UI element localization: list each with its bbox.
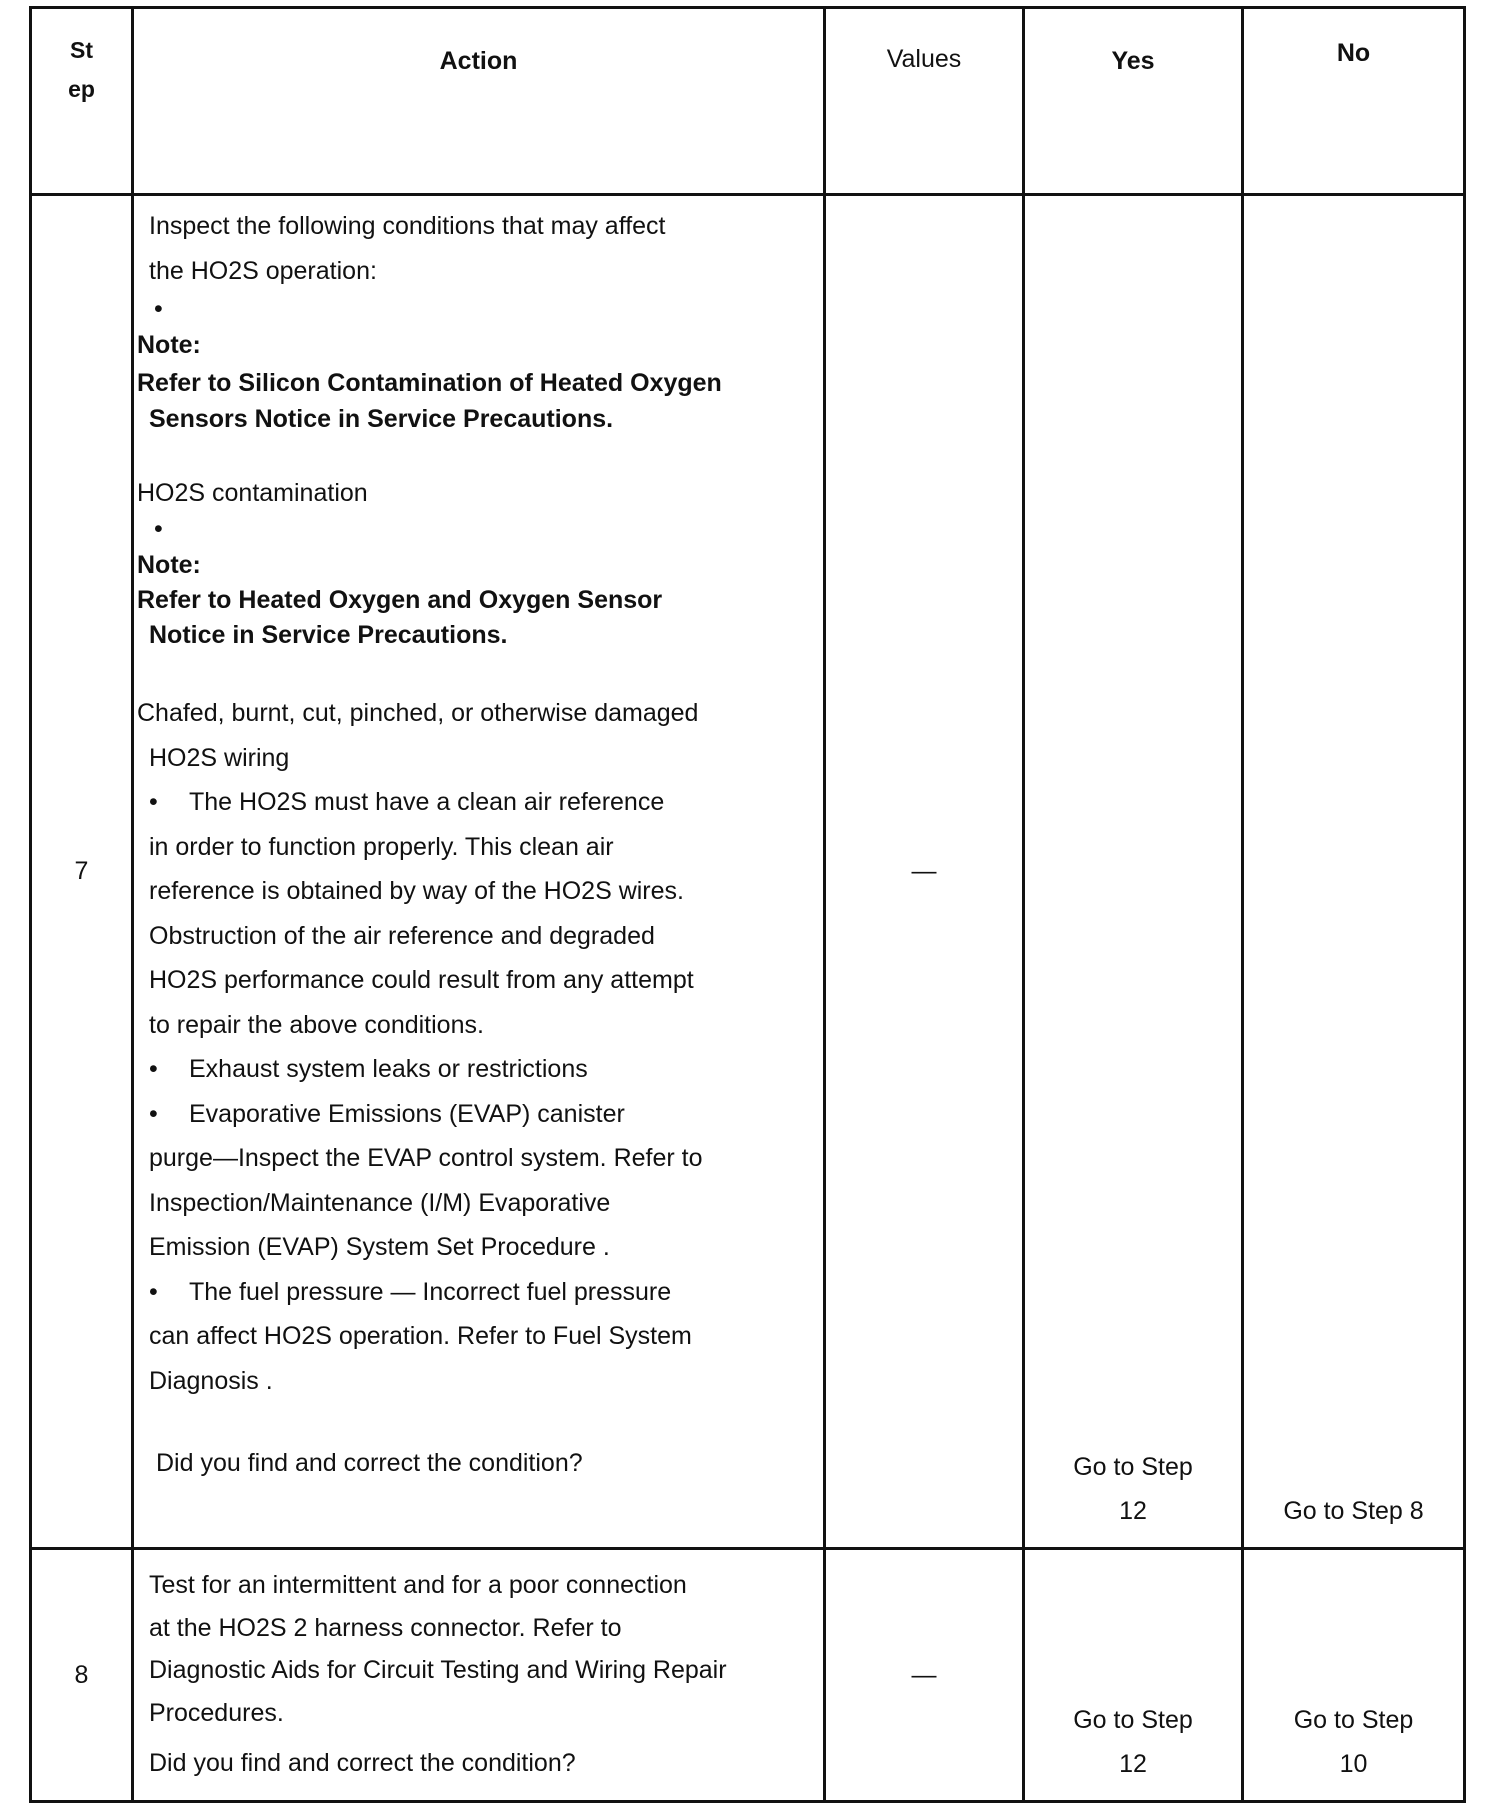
bullet-text: Obstruction of the air reference and degraded <box>149 921 655 950</box>
yes-step: 12 <box>1119 1497 1147 1525</box>
bullet-marker: • <box>154 515 163 543</box>
header-step-line2: ep <box>68 76 95 102</box>
condition-text: Chafed, burnt, cut, pinched, or otherwise damaged <box>137 699 699 727</box>
question-text: Did you find and correct the condition? <box>149 1749 576 1777</box>
bullet-text: in order to function properly. This clean air <box>149 832 614 861</box>
bullet-text: purge—Inspect the EVAP control system. Refer to <box>149 1144 703 1172</box>
values-cell: — <box>825 195 1024 1549</box>
yes-text: Go to Step <box>1073 1706 1193 1734</box>
note-text: Notice in Service Precautions. <box>149 621 508 649</box>
bullet-text: Emission (EVAP) System Set Procedure . <box>149 1233 610 1261</box>
bullet-marker: • <box>149 788 158 816</box>
yes-step: 12 <box>1119 1750 1147 1778</box>
bullet-marker: • <box>149 1277 158 1306</box>
bullet-text: The HO2S must have a clean air reference <box>189 788 665 816</box>
condition-text: HO2S contamination <box>137 479 368 507</box>
condition-text: HO2S wiring <box>149 743 290 772</box>
bullet-text: can affect HO2S operation. Refer to Fuel System <box>149 1322 692 1350</box>
note-text: Refer to Silicon Contamination of Heated Oxygen <box>137 369 722 397</box>
action-text: Test for an intermittent and for a poor connection <box>149 1571 687 1599</box>
action-cell <box>133 195 825 1549</box>
action-cell <box>133 1549 825 1802</box>
note-label: Note: <box>137 551 201 579</box>
bullet-text: The fuel pressure — Incorrect fuel pressure <box>189 1277 672 1306</box>
yes-text: Go to Step <box>1073 1453 1193 1481</box>
no-cell <box>1243 1549 1465 1802</box>
question-text: Did you find and correct the condition? <box>156 1449 583 1477</box>
no-text: Go to Step <box>1293 1706 1414 1734</box>
yes-cell <box>1024 195 1243 1549</box>
step-number: 8 <box>31 1549 133 1802</box>
diagnostic-table <box>29 6 1466 1803</box>
header-step <box>31 8 133 195</box>
bullet-marker: • <box>149 1099 158 1128</box>
note-label: Note: <box>137 331 201 359</box>
bullet-marker: • <box>149 1055 158 1083</box>
header-row <box>31 8 1465 195</box>
header-step-line1: St <box>70 37 93 63</box>
bullet-text: Evaporative Emissions (EVAP) canister <box>189 1099 625 1128</box>
header-values: Values <box>825 8 1024 195</box>
header-no: No <box>1243 8 1465 195</box>
bullet-text: Diagnosis . <box>149 1366 273 1395</box>
bullet-text: Inspection/Maintenance (I/M) Evaporative <box>149 1188 611 1217</box>
bullet-text: HO2S performance could result from any attempt <box>149 966 694 994</box>
yes-cell <box>1024 1549 1243 1802</box>
action-text: at the HO2S 2 harness connector. Refer to <box>149 1613 622 1642</box>
header-yes: Yes <box>1024 8 1243 195</box>
no-step: 10 <box>1339 1750 1368 1778</box>
bullet-text: reference is obtained by way of the HO2S wires. <box>149 877 684 905</box>
table-row <box>31 1549 1465 1802</box>
note-text: Refer to Heated Oxygen and Oxygen Sensor <box>137 586 663 614</box>
bullet-text: to repair the above conditions. <box>149 1010 484 1039</box>
action-text: Diagnostic Aids for Circuit Testing and Wiring Repair <box>149 1656 727 1684</box>
action-text: the HO2S operation: <box>149 256 377 285</box>
bullet-marker: • <box>154 295 163 323</box>
note-text: Sensors Notice in Service Precautions. <box>149 405 614 433</box>
values-cell: — <box>825 1549 1024 1802</box>
step-number: 7 <box>31 195 133 1549</box>
action-text: Procedures. <box>149 1698 284 1727</box>
bullet-text: Exhaust system leaks or restrictions <box>189 1055 588 1083</box>
no-cell: Go to Step 8 <box>1243 195 1465 1549</box>
header-action: Action <box>133 8 825 195</box>
action-text: Inspect the following conditions that may affect <box>149 212 666 240</box>
table-row <box>31 195 1465 1549</box>
